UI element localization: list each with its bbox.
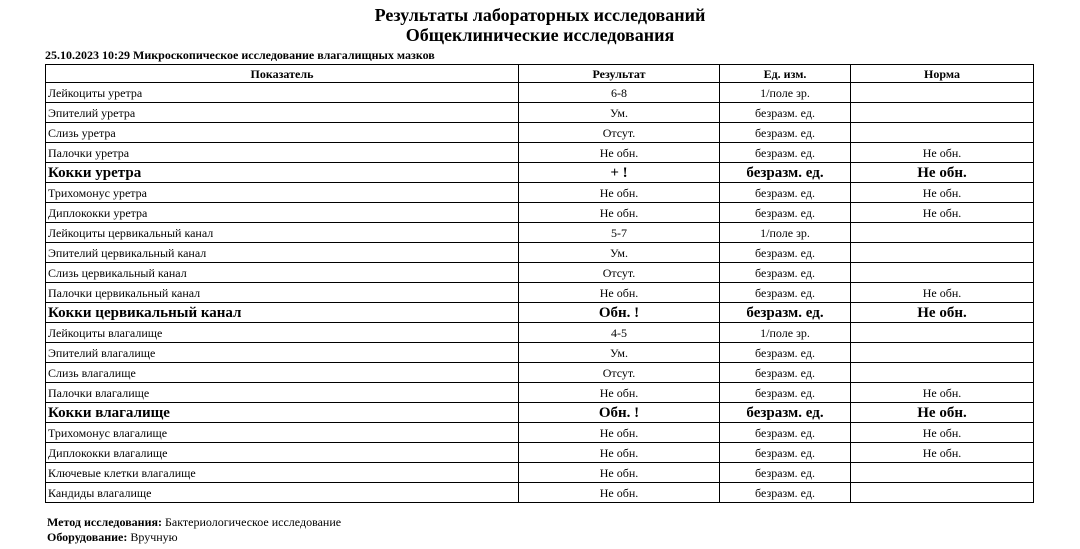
cell-result: Не обн. (519, 143, 720, 163)
cell-unit: 1/поле зр. (720, 223, 851, 243)
cell-indicator: Палочки цервикальный канал (46, 283, 519, 303)
column-header-unit: Ед. изм. (720, 65, 851, 83)
cell-unit: безразм. ед. (720, 103, 851, 123)
results-table (45, 64, 1034, 503)
table-row (46, 83, 1034, 103)
cell-result: Не обн. (519, 423, 720, 443)
page-title: Результаты лабораторных исследований (374, 5, 706, 25)
cell-unit: безразм. ед. (720, 463, 851, 483)
cell-indicator: Кандиды влагалище (46, 483, 519, 503)
method-label: Метод исследования: (47, 515, 162, 529)
cell-indicator: Кокки влагалище (46, 403, 519, 423)
cell-unit: безразм. ед. (720, 263, 851, 283)
cell-indicator: Трихомонус влагалище (46, 423, 519, 443)
cell-result: Не обн. (519, 383, 720, 403)
cell-result: Не обн. (519, 183, 720, 203)
cell-norm: Не обн. (851, 303, 1034, 323)
cell-result: Не обн. (519, 443, 720, 463)
cell-indicator: Трихомонус уретра (46, 183, 519, 203)
table-row (46, 303, 1034, 323)
cell-result: 5-7 (519, 223, 720, 243)
method-value: Бактериологическое исследование (165, 515, 342, 529)
table-row (46, 483, 1034, 503)
cell-norm: Не обн. (851, 443, 1034, 463)
cell-norm: Не обн. (851, 383, 1034, 403)
cell-indicator: Эпителий цервикальный канал (46, 243, 519, 263)
cell-result: Отсут. (519, 363, 720, 383)
table-row (46, 123, 1034, 143)
cell-indicator: Палочки влагалище (46, 383, 519, 403)
cell-norm (851, 363, 1034, 383)
table-row (46, 143, 1034, 163)
table-row (46, 423, 1034, 443)
cell-unit: безразм. ед. (720, 423, 851, 443)
cell-norm: Не обн. (851, 423, 1034, 443)
cell-norm: Не обн. (851, 403, 1034, 423)
cell-unit: безразм. ед. (720, 443, 851, 463)
cell-indicator: Палочки уретра (46, 143, 519, 163)
cell-result: Ум. (519, 343, 720, 363)
cell-norm (851, 83, 1034, 103)
cell-result: Отсут. (519, 123, 720, 143)
cell-result: Ум. (519, 243, 720, 263)
cell-result: 4-5 (519, 323, 720, 343)
table-body (46, 83, 1034, 503)
cell-unit: безразм. ед. (720, 183, 851, 203)
cell-result: Не обн. (519, 203, 720, 223)
table-row (46, 403, 1034, 423)
cell-unit: безразм. ед. (720, 163, 851, 183)
cell-indicator: Лейкоциты влагалище (46, 323, 519, 343)
cell-indicator: Диплококки уретра (46, 203, 519, 223)
column-header-indicator: Показатель (46, 65, 519, 83)
table-row (46, 343, 1034, 363)
table-row (46, 223, 1034, 243)
equipment-line (47, 530, 178, 544)
study-line: 25.10.2023 10:29 Микроскопическое исследование влагалищных мазков (45, 48, 435, 62)
table-row (46, 103, 1034, 123)
cell-norm (851, 263, 1034, 283)
cell-unit: безразм. ед. (720, 383, 851, 403)
cell-indicator: Диплококки влагалище (46, 443, 519, 463)
cell-norm (851, 343, 1034, 363)
column-header-norm: Норма (851, 65, 1034, 83)
cell-unit: безразм. ед. (720, 203, 851, 223)
cell-unit: безразм. ед. (720, 243, 851, 263)
method-line (47, 515, 341, 529)
cell-unit: безразм. ед. (720, 343, 851, 363)
cell-result: Обн. ! (519, 303, 720, 323)
cell-unit: безразм. ед. (720, 403, 851, 423)
table-row (46, 463, 1034, 483)
cell-result: + ! (519, 163, 720, 183)
table-row (46, 443, 1034, 463)
cell-norm (851, 483, 1034, 503)
table-row (46, 263, 1034, 283)
cell-result: Отсут. (519, 263, 720, 283)
cell-norm: Не обн. (851, 143, 1034, 163)
cell-norm (851, 103, 1034, 123)
column-header-result: Результат (519, 65, 720, 83)
table-row (46, 203, 1034, 223)
cell-result: Ум. (519, 103, 720, 123)
equipment-label: Оборудование: (47, 530, 128, 544)
cell-norm: Не обн. (851, 283, 1034, 303)
cell-unit: 1/поле зр. (720, 83, 851, 103)
table-row (46, 363, 1034, 383)
cell-indicator: Лейкоциты уретра (46, 83, 519, 103)
cell-norm (851, 463, 1034, 483)
cell-norm: Не обн. (851, 183, 1034, 203)
cell-result: 6-8 (519, 83, 720, 103)
cell-unit: безразм. ед. (720, 363, 851, 383)
table-row (46, 243, 1034, 263)
cell-indicator: Лейкоциты цервикальный канал (46, 223, 519, 243)
cell-indicator: Слизь уретра (46, 123, 519, 143)
cell-norm (851, 223, 1034, 243)
cell-indicator: Слизь цервикальный канал (46, 263, 519, 283)
table-row (46, 323, 1034, 343)
cell-norm (851, 123, 1034, 143)
cell-indicator: Кокки уретра (46, 163, 519, 183)
cell-result: Обн. ! (519, 403, 720, 423)
page-subtitle: Общеклинические исследования (405, 25, 675, 45)
cell-indicator: Кокки цервикальный канал (46, 303, 519, 323)
equipment-value: Вручную (130, 530, 178, 544)
cell-unit: 1/поле зр. (720, 323, 851, 343)
cell-unit: безразм. ед. (720, 143, 851, 163)
cell-result: Не обн. (519, 483, 720, 503)
table-row (46, 183, 1034, 203)
cell-indicator: Слизь влагалище (46, 363, 519, 383)
table-header-row (46, 65, 1034, 83)
cell-indicator: Эпителий влагалище (46, 343, 519, 363)
cell-norm: Не обн. (851, 163, 1034, 183)
cell-unit: безразм. ед. (720, 483, 851, 503)
table-row (46, 383, 1034, 403)
table-row (46, 163, 1034, 183)
cell-result: Не обн. (519, 463, 720, 483)
cell-unit: безразм. ед. (720, 123, 851, 143)
cell-result: Не обн. (519, 283, 720, 303)
cell-norm: Не обн. (851, 203, 1034, 223)
cell-unit: безразм. ед. (720, 283, 851, 303)
cell-indicator: Эпителий уретра (46, 103, 519, 123)
table-row (46, 283, 1034, 303)
cell-norm (851, 323, 1034, 343)
cell-unit: безразм. ед. (720, 303, 851, 323)
cell-norm (851, 243, 1034, 263)
cell-indicator: Ключевые клетки влагалище (46, 463, 519, 483)
